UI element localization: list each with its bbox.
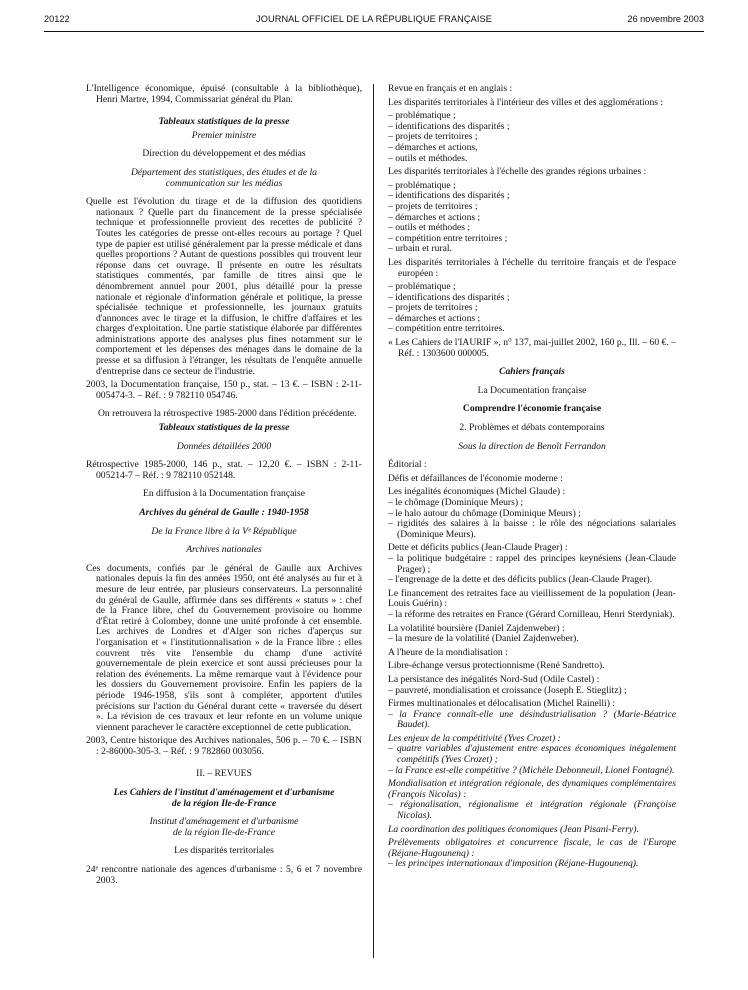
contents-entry: A l'heure de la mondialisation :	[388, 646, 508, 658]
section-reference: « Les Cahiers de l'IAURIF », n° 137, mai-juillet 2002, 160 p., Ill. – 60 €. – Réf. : 1303600 000005.	[388, 337, 676, 359]
section-subtitle: Premier ministre	[191, 129, 257, 141]
contents-entry: La coordination des politiques économiques (Jean Pisani-Ferry).	[388, 823, 639, 835]
list-item: – identifications des disparités ;	[388, 120, 510, 132]
section-reference: 2003, la Documentation française, 150 p., stat. – 13 €. – ISBN : 2-11-005474-3. – Réf. : 9 782110 054746.	[86, 379, 362, 401]
contents-entry: Firmes multinationales et délocalisation (Michel Rainelli) :	[388, 698, 615, 710]
list-item: – identifications des disparités ;	[388, 291, 510, 303]
contents-sublist	[388, 634, 676, 645]
list-item: – le halo autour du chômage (Dominique Meurs) ;	[388, 507, 581, 519]
contents-entry: La volatilité boursière (Daniel Zajdenweber) :	[388, 622, 565, 634]
section-organisation: Direction du développement et des médias	[142, 148, 306, 160]
list-item: – compétition entre territoires.	[388, 323, 505, 335]
list-item: – problématique ;	[388, 281, 456, 293]
contents-entry: Les inégalités économiques (Michel Glaude) :	[388, 486, 566, 498]
section-subtitle: Archives nationales	[186, 544, 262, 556]
list-item: – la France connaît-elle une désindustrialisation ? (Marie-Béatrice Baudet).	[388, 708, 676, 731]
group-title: Les disparités territoriales à l'intérieur des villes et des agglomérations :	[388, 96, 664, 108]
contents-sublist	[388, 498, 676, 540]
contents-entry: Prélèvements obligatoires et concurrence fiscale, le cas de l'Europe (Réjane-Hugounenq) :	[388, 837, 676, 859]
list-item: – projets de territoires ;	[388, 131, 478, 143]
list-item: – régionalisation, régionalisme et intégration régionale (Françoise Nicolas).	[388, 799, 676, 822]
list-item: – identifications des disparités ;	[388, 190, 510, 202]
section-title: Les Cahiers de l'institut d'aménagement et d'urbanisme de la région Ile-de-France	[113, 787, 335, 809]
retrospective-note: On retrouvera la rétrospective 1985-2000 dans l'édition précédente.	[98, 408, 357, 420]
list-item: – problématique ;	[388, 110, 456, 122]
issue-number: 2. Problèmes et débats contemporains	[459, 422, 605, 434]
header-rule	[44, 31, 704, 32]
contents-sublist	[388, 859, 676, 870]
contents-entry: Dette et déficits publics (Jean-Claude Prager) :	[388, 542, 568, 554]
section-subtitle: De la France libre à la Vᵉ République	[151, 525, 297, 537]
contents-sublist	[388, 610, 676, 621]
page-number: 20122	[44, 14, 70, 24]
list-item: – rigidités des salaires à la baisse : le rôle des négociations salariales (Dominique Meurs).	[388, 518, 676, 540]
group-title: Les disparités territoriales à l'échelle du territoire français et de l'espace européen :	[388, 256, 676, 279]
publisher: La Documentation française	[477, 384, 587, 396]
contents-sublist	[388, 800, 676, 821]
section-body: Ces documents, confiés par le général de Gaulle aux Archives nationales depuis la fin des années 1950, ont été analysés au fur et à mesure de leur entrée, par plusieurs conservateurs. La personnalité du général de Gaulle, affirmée dans ses différents « statuts » : chef de la France libre, chef du Gouvernement provisoire ou homme d'État retiré à Colombey, donne une unité profonde à cet ensemble. Les archives de Londres et d'Alger son riches d'aperçus sur l'organisation et « l'institutionnalisation » de la France libre : elles couvrent très vite l'ensemble du champ d'une activité gouvernementale de plein exercice et sont aussi précieuses pour la relation des événements. La même remarque vaut à l'évidence pour les dossiers du Gouvernement provisoire. Enfin les papiers de la période 1946-1958, s'ils sont à compléter, apportent d'utiles précisions sur l'action du Général durant cette « traversée du désert ». La révision de ces travaux et leur refonte en un volume unique viennent parachever le caractère exceptionnel de cette publication.	[86, 562, 362, 733]
section-title: Tableaux statistiques de la presse	[158, 116, 290, 128]
list-item: – la France est-elle compétitive ? (Michèle Debonneuil, Lionel Fontagné).	[388, 764, 675, 776]
list-item: – projets de territoires ;	[388, 302, 478, 314]
section-subtitle: Institut d'aménagement et d'urbanisme de la région Ile-de-France	[149, 816, 299, 838]
list-item: – pauvreté, mondialisation et croissance (Joseph E. Stieglitz) ;	[388, 684, 627, 696]
contents-sublist	[388, 686, 676, 697]
group-list	[388, 282, 676, 335]
list-item: – démarches et actions,	[388, 141, 478, 153]
column-divider	[373, 84, 374, 958]
list-item: – outils et méthodes ;	[388, 222, 471, 234]
list-item: – compétition entre territoires ;	[388, 232, 508, 244]
contents-entry: Libre-échange versus protectionnisme (René Sandretto).	[388, 660, 605, 672]
section-subtitle: Données détaillées 2000	[176, 440, 272, 452]
list-item: – la politique budgétaire : rappel des principes keynésiens (Jean-Claude Prager) ;	[388, 552, 676, 575]
right-column	[388, 84, 676, 873]
group-list	[388, 111, 676, 164]
list-item: – projets de territoires ;	[388, 200, 478, 212]
group-list	[388, 181, 676, 255]
contents-entry: Éditorial :	[388, 459, 427, 471]
list-item: – le chômage (Dominique Meurs) ;	[388, 497, 524, 508]
contents-entry: La persistance des inégalités Nord-Sud (Odile Castel) :	[388, 673, 600, 685]
section-reference: Rétrospective 1985-2000, 146 p., stat. – 12,20 €. – ISBN : 2-11-005214-7 – Réf. : 9 782110 052148.	[86, 459, 362, 481]
section-reference: 2003, Centre historique des Archives nationales, 506 p. – 70 €. – ISBN : 2-86000-305-3. – Réf. : 9 782860 003056.	[86, 735, 362, 757]
section-title: Cahiers français	[499, 366, 565, 378]
list-item: – outils et méthodes.	[388, 152, 468, 164]
entry-intelligence-economique: L'Intelligence économique, épuisé (consultable à la bibliothèque), Henri Martre, 1994, Commissariat général du Plan.	[86, 83, 362, 105]
revues-heading: II. – REVUES	[196, 768, 252, 780]
contents-entry: Mondialisation et intégration régionale, des dynamiques complémentaires (François Nicolas) :	[388, 778, 676, 800]
issue-title: Comprendre l'économie française	[462, 403, 602, 415]
list-item: – les principes internationaux d'imposition (Réjane-Hugounenq).	[388, 858, 639, 870]
page-header	[44, 14, 704, 28]
section-heading: Les disparités territoriales	[174, 845, 274, 857]
section-body: Quelle est l'évolution du tirage et de la diffusion des quotidiens nationaux ? Quelle part du financement de la presse spécialisée technique et professionnelle provient des recettes de publicité ? Toutes les catégories de presse ont-elles recours au portage ? Quel type de papier est utilisé généralement par la presse médicale et dans quelles proportions ? Autant de questions possibles qui trouvent leur réponse dans cet ouvrage. Il présente en outre les résultats statistiques commentés, par famille de titres ainsi que le dénombrement annuel pour 2001, plus détaillé pour la presse nationale et régionale d'information générale et politique, la presse spécialisée technique et professionnelle, les journaux gratuits d'annonces avec le tirage et la diffusion, le chiffre d'affaires et les charges d'exploitation. Une partie statistique élaborée par différentes administrations apporte des analyses plus fines notamment sur le comportement et les dépenses des ménages dans le domaine de la presse et sa diffusion à l'étranger, les résultats de l'enquête annuelle d'entreprise dans ce secteur de l'industrie.	[86, 196, 362, 377]
group-title: Les disparités territoriales à l'échelle des grandes régions urbaines :	[388, 166, 647, 178]
list-item: – la réforme des retraites en France (Gérard Cornilleau, Henri Sterdyniak).	[388, 608, 675, 620]
contents-entry: Défis et défaillances de l'économie moderne :	[388, 472, 563, 484]
issue-direction: Sous la direction de Benoît Ferrandon	[458, 440, 606, 452]
list-item: – urbain et rural.	[388, 243, 452, 255]
section-body: 24ᵉ rencontre nationale des agences d'urbanisme : 5, 6 et 7 novembre 2003.	[86, 864, 362, 886]
section-department: Département des statistiques, des études et de la communication sur les médias	[131, 166, 317, 189]
list-item: – quatre variables d'ajustement entre espaces économiques inégalement compétitifs (Yves Crozet) ;	[388, 743, 676, 766]
contents-sublist	[388, 710, 676, 731]
list-item: – la mesure de la volatilité (Daniel Zajdenweber).	[388, 633, 579, 645]
journal-title: JOURNAL OFFICIEL DE LA RÉPUBLIQUE FRANÇAISE	[256, 14, 492, 24]
issue-date: 26 novembre 2003	[627, 14, 704, 24]
contents-entry: Le financement des retraites face au vieillissement de la population (Jean-Louis Guérin) :	[388, 587, 676, 610]
section-title: Tableaux statistiques de la presse	[158, 422, 290, 434]
list-item: – problématique ;	[388, 179, 456, 191]
revue-language-note: Revue en français et en anglais :	[388, 83, 513, 94]
diffusion-note: En diffusion à la Documentation française	[142, 488, 306, 500]
contents-sublist	[388, 744, 676, 776]
list-item: – l'engrenage de la dette et des déficits publics (Jean-Claude Prager).	[388, 574, 653, 586]
contents-entry: Les enjeux de la compétitivité (Yves Crozet) :	[388, 732, 561, 744]
contents-sublist	[388, 554, 676, 586]
section-title: Archives du général de Gaulle : 1940-1958	[139, 507, 309, 518]
list-item: – démarches et actions ;	[388, 312, 481, 324]
list-item: – démarches et actions ;	[388, 211, 481, 223]
left-column	[86, 84, 362, 889]
